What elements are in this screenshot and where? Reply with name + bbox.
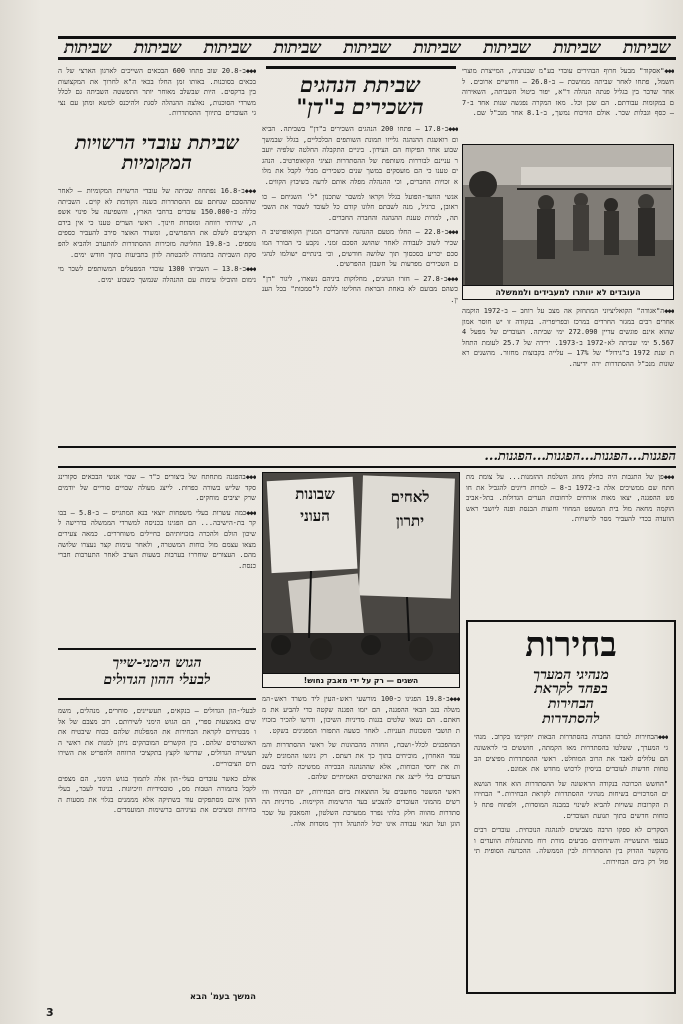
elections-box <box>466 620 676 994</box>
right-wing-headline-1: הגוש הימני-שייך <box>112 655 202 671</box>
banner-word: שביתות <box>483 38 531 58</box>
demonstrations-right-article: ◆◆◆פן של התגבות היה כחלק מחוג השלמת ההזמנות... על צומת מתחתח שם ממשיכים אלה ב-1972 ב-8 — למרות דיונים להגביל את חופש ההפגנה, יצאו מאות אזרחים לרחובות הערים הגדולות. בתל-אביב הוקמה מחאה מול בית המשפט המחוזי וחוצות הכנסת ופנה ליושבי ראש הוועדה בכדי להעביר מסר לרשויות. <box>466 473 674 524</box>
elections-headline: בחירות <box>525 625 617 665</box>
continued-note: המשך בעמ' הבא <box>189 992 256 1002</box>
banner-word: שביתות <box>553 38 601 58</box>
right-top-article: ◆◆◆"אסקוד" מבעל חרוף הבהירים עובדי בע"מ שבנתניה, המייצרת מוצרי חשמל, פתחו לאחר שביתה ממושכת — ב-26.8 — חודשיים ארוכים. לאחר שדבר בין בגליל פנתה הנהלה ד"א, יפור ביטול השביתה, השאירוהם במקומות עבודתם. הם שכן וכל. מאז המקרה נפגשה שנות אחד ב-7 — כסף וגבלות שכר. אולם הוויכוח נמשך, ב-8.1 אחר מנכ"ל שם. <box>462 67 674 118</box>
banner-word: שביתות <box>413 38 461 58</box>
workers-photo-image <box>462 145 673 285</box>
drivers-strike-headline: שביתת הנהגים השכירים ב"דן" <box>296 72 424 120</box>
protest-sign-right <box>367 485 453 533</box>
banner-word: שביתות <box>64 38 111 58</box>
sign-text: לאחים <box>390 488 430 506</box>
elections-article: ◆◆◆הבחירות למרכז החברה בהסתדרות הבאות יתקיימו בקרוב. מנהיגי המערך, ששלטו בהסתדרות מאז הקמתה, חוששים כי לראשונה הם עלולים לאבד את הרוב המוחלט. ראשי ההסתדרות מפיצים הבטחות חדשות לעובדים בניסיון לרכוש מחדש את אמונם. "החשש הכרוכה בנקודה הראשונה של ההסתדרות הוא אחד הנושאים המרכזיים בשיחות מנהיגי ההסתדרות לקראת הבחירות." הבחירות הקרובות עשויות להביא לשינוי במבנה המוסדות, ולפתוח פתח לכוחות חדשים בתוך תנועת העובדים. הסקרים לא ספקו הרבה מצביעים להנהגה הנוכחית. עובדים רבים בענפי התעשייה והשירותים מביעים מורת רוח מהתנהלות הוועדים ומהקשר ההדוק בין ההסתדרות לבין הממשלה. ההכרעה הסופית תיפול רק ביום הבחירות. <box>474 733 668 866</box>
demonstrations-headline: הפגנות...הפגנות...הפגנות...הפגנות... <box>58 450 676 468</box>
protest-photo-caption: השגים — רק על ידי מאבק נחוש! <box>263 673 459 687</box>
page-number: 3 <box>46 1006 54 1019</box>
drivers-strike-article: ◆◆◆ב-17.8 — פתחו 200 הנהגים השכירים ב"דן" בשביתה. הביאום רואשגת ההנהגה גלייזו תמונת השותפים הכלכליים, בגלל שבמשך שבוע אחד הפיקוח הם הצידון. ביניים התקבלה החלטה שלפיה יועבר עניינם לבוררות משותפת של ההסתדרות ונציגי הקואופרטיב. הנהגים טענו כי הם מועסקים במשך שנים כשכירים מבלי לקבל את מלוא זכויות החברים, וכי ההנהלה מפלה אותם לרעה בשיבוץ הקווים. אנשי הוועד-הפועל בגלל וקראו למשבר שתכנון "ל' השגיחם — כו ראובן, כרגיל, מנה לשבתם חלונו קודם כל לעובד לשבור את השביתה, למרות טענת ההנהגה והחברה החברים. ◆◆◆ב-22.8 — החלו מטעם ההנהגה והחברים המניין הקואופרטיב השכיר לשוב לעבודה לאחר שהושג הסכם זמני. נקבע כי הבורר המוסכם יכריע בסכסוך תוך שלושה חודשים, וכי בינתיים ישולמו לנהגים השכירים מפרעות על חשבון ההפרשים. ◆◆◆ב-27.8 — חזרו הנהגים, מחלוקות ביניהם נשארו, ליגור "דן" כשהם מבועם לא באחת הבראת החליטו ללכת ל"סמכות" בכל הענין. <box>262 125 458 304</box>
demonstrations-left-article: ◆◆◆בהפגנה מתחתח של ביצורים כ"ד — שבוי אנשי הבכאים סקורינג סקד שליש בשורה כפרות. לייצג מעולה שבויים סוריים של יודמים שרק יציבים מוחקים. ◆◆◆כמה עשרות בעלי משפחות יוצאי בנא המתגייס — ב-5.8 — בבוקר בת-הישיבה... הם הפגינו בכניסה למשרדי הממשלה בדרישה לשיכון הולם ולהכרה בזכויותיהם כחיילים משוחררים. כמאה צעירים מצאו עצמם מול כוחות המשטרה, ולאחר עימות קצר נעצרו שלושה מהם. העצורים שוחררו בערבות בשעות הערב לאחר התערבות חברי כנסת. <box>58 473 256 570</box>
banner-word: שביתות <box>343 38 391 58</box>
strikes-banner <box>58 36 676 60</box>
bankers-strike-article: ◆◆◆ב-20.8 שוב פתחו 600 הבכאים השייכים לארגון הארצי של הבכאים בסוכנות. באותו זמן החלו בכאי ה"א לחרוך את המקצועות בין ברקסים. היות שבשלב מאוחר יותר התפשטה השביתה גם לכלל משרדי הסוכנות, נאלצה ההנהלה לסגת ולהיכנס למשא ומתן עם נציגי העובדים בתיווך ההסתדרות. <box>58 67 256 118</box>
workers-photo-caption: העובדים לא יוותרו למעבידים ולממשלה <box>463 285 673 299</box>
elections-sub-3: הבחירות <box>548 696 594 713</box>
municipal-strike-headline: שביתת עובדי הרשויות המקומיות <box>75 132 239 174</box>
sign-text: שבונות <box>295 485 335 503</box>
center-top-rule <box>266 66 456 69</box>
center-bottom-article: ◆◆◆ב-19.8 הפגינו כ-100 מורשעי ראש-העין ליד משרד ראש-הממשלה בגב הבאי ההפגנה, הם יזמו הפגנה שקטה כדי להביע את מחאתם. הם נשאו שלטים בגנות מדיניות השיכון, ודרשו להכיר בזכויות תושבי השכונות העניות. לאחר כשעה התפזרו המפגינים בשקט. המהפכנים לכלל-ושבח, החזרה מהכהונות של ראשי ההסתדרות והמעמד האחרון, מוכיחים בתוך כך את דעתם. רק ניגשו ההמונים לשנות את יחסי הכוחות, אלא שההנהגה הבכירה ממשיכה לדבר בשם העובדים בלי לייצג את האינטרסים האמיתיים שלהם. ראשי המשטר מחשבים על התוצאות ביום הבחירות, יום הבהירו ודורשים מהמוני העובדים להצביע בעד הרשימות הקיימות. מדיניות ההסתדרות מהווה חלק בלתי נפרד ממערכת השלטון, והמאבק על שכר הוגן ועל תנאי עבודה אינו יכול להתנהל דרך מוסדות אלה. <box>262 695 460 828</box>
protest-photo <box>262 472 460 688</box>
right-bottom-article: ◆◆◆ה"אגודה" הקואליציוני המתחזק אה מצב על רוחב — ב-1972 הוקמה אחרים רבים במגזר החרדים במרכז ובפריפריה. בנקודה זו יש חוסר אמון שהוא אינם פוגשים עדיין 272.090 ימי שביתה. העובדים של מפעל 45.567 ימי שביתה לא-1972 ב-1973. ירידה של 25.7 לעומת התחלת שנת 1972 ב"גידול" של 17% — עלייה בקבוצות מחזור. מהשנים ראשונות מנכ"ל ההסתדרות ירה ידיעה. <box>462 307 674 368</box>
banner-word: שביתות <box>273 38 321 58</box>
sign-text: העוני <box>300 507 330 525</box>
section-divider <box>58 446 676 448</box>
right-wing-headline-box <box>58 648 256 700</box>
municipal-strike-article: ◆◆◆ב-16.8 נפתחה שביתה של עובדי הרשויות המקומיות — לאחר שההסכם שנחתם עם ההסתדרות בשנה הקודמת לא קוים. השביתה כללה כ-150.000 עובדים ברחבי הארץ, והשפיעה על פינוי אשפה, שירותי רווחה ומוסדות חינוך. ראשי הערים טענו כי אין בידם תקציבים לשלם את ההפרשים, ומשרד האוצר סירב להעביר כספים נוספים. ב-19.8 החליטה מזכירות ההסתדרות להתערב ולהביא להפסקת השביתה בתמורה להבטחה לדון בתביעות בתוך חודש ימים. ◆◆◆ב-13.8 — השביתו 1300 עובדי המפעלים המשותפים לשכר מינימום והובילו עימות עם ההנהלה שנמשך כשבוע ימים. <box>58 187 256 284</box>
banner-word: שביתות <box>133 38 181 58</box>
sign-text: יתרון <box>395 512 425 530</box>
elections-sub-4: להסתדרות <box>542 710 600 727</box>
workers-photo <box>462 144 674 300</box>
protest-sign-left <box>275 483 355 527</box>
banner-word: שביתות <box>623 38 670 58</box>
right-wing-article: לבעלי-הון הגדולים — בנקאים, תעשיינים, סוחרים, מנהלים, משמשים באמצעות ספרי, הם הגוש הימני לשירותם. רוב מצבם של אלו מבטיחים לקראת הבחירות את המפלגות שלהם ככוח שיבטיח את האינטרסים שלהם. בין הקשרים המובהקים ניתן למנות את ראשי התעשייה הגדולים, שדרשו לקצץ בתקציבי הרווחה ולהפריט את השירותים הציבוריים. אולם כאשר עובדים בעלי-הון אלה לתמוך בגוש הימני, הם מצפים לקבל בתמורה הטבות מס, סובסידיות וזיכיונות. בניגוד לעבר, בעלי ההון אינם מסתפקים עוד בשתיקה אלא מממנים בגלוי את מסעות הבחירות ומציבים את נציגיהם ברשימות המועמדים. <box>58 707 256 815</box>
banner-word: שביתות <box>203 38 251 58</box>
elections-sub-2: בפחד לקראת <box>534 681 608 698</box>
right-wing-headline-2: לבעלי ההון הגדולים <box>103 671 211 688</box>
elections-sub-1: מנהיגי המערך <box>533 666 609 683</box>
